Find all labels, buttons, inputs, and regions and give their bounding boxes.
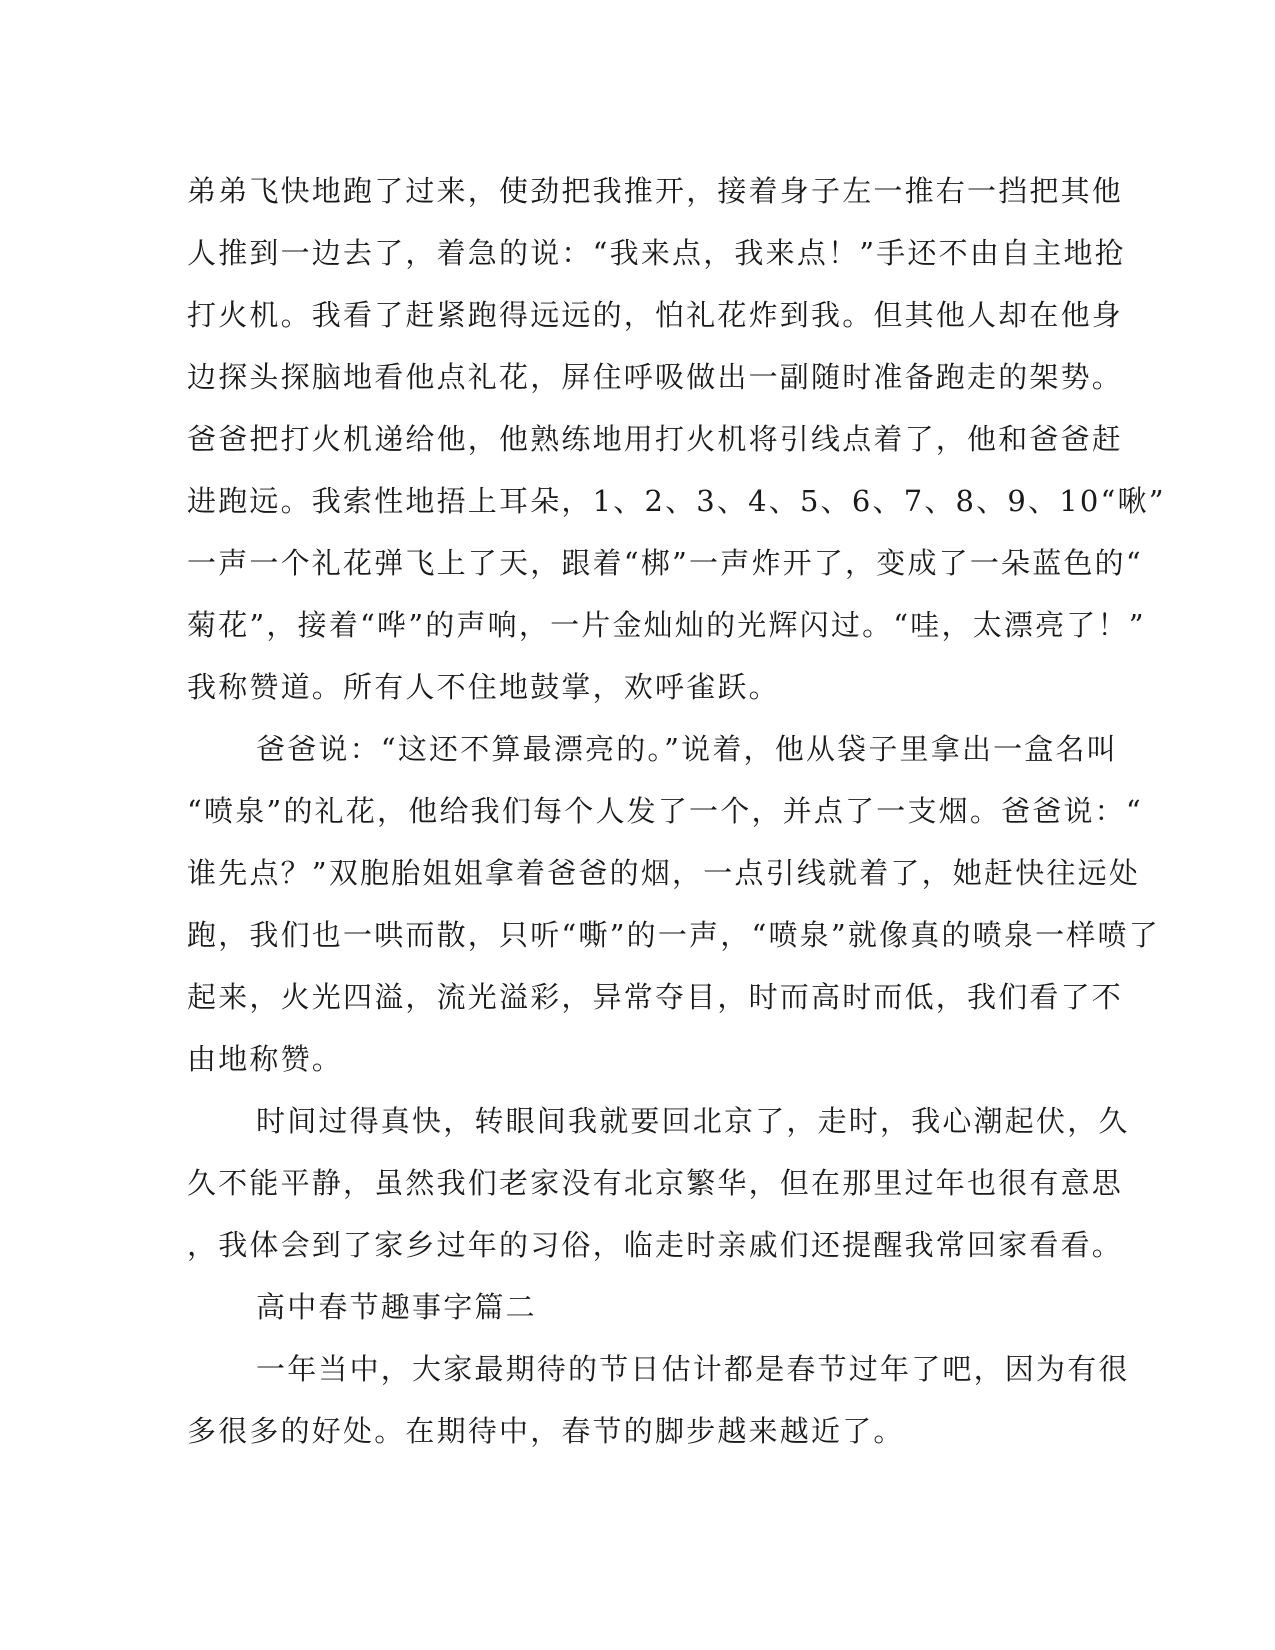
- document-body: [187, 160, 1166, 1462]
- text-line: 进跑远。我索性地捂上耳朵，1、2、3、4、5、6、7、8、9、10“啾”: [187, 484, 1166, 518]
- text-line: 起来，火光四溢，流光溢彩，异常夺目，时而高时而低，我们看了不: [187, 980, 1124, 1014]
- text-line: 一年当中，大家最期待的节日估计都是春节过年了吧，因为有很: [256, 1352, 1130, 1386]
- text-line: 菊花”，接着“哗”的声响，一片金灿灿的光辉闪过。“哇，太漂亮了！”: [187, 608, 1146, 642]
- text-line: 多很多的好处。在期待中，春节的脚步越来越近了。: [187, 1414, 905, 1448]
- text-line: 弟弟飞快地跑了过来，使劲把我推开，接着身子左一推右一挡把其他: [187, 174, 1124, 208]
- text-line: “喷泉”的礼花，他给我们每个人发了一个，并点了一支烟。爸爸说：“: [187, 794, 1143, 828]
- text-line: 由地称赞。: [187, 1042, 344, 1076]
- text-line: 我称赞道。所有人不住地鼓掌，欢呼雀跃。: [187, 670, 780, 704]
- text-line: 打火机。我看了赶紧跑得远远的，怕礼花炸到我。但其他人却在他身: [187, 298, 1124, 332]
- text-line: 一声一个礼花弹飞上了天，跟着“梆”一声炸开了，变成了一朵蓝色的“: [187, 546, 1143, 580]
- text-line: 谁先点？”双胞胎姐姐拿着爸爸的烟，一点引线就着了，她赶快往远处: [187, 856, 1141, 890]
- paragraph-fireworks: [187, 160, 1166, 718]
- section-heading: [187, 1276, 1087, 1338]
- paragraph-return-beijing: [187, 1090, 1130, 1276]
- text-line: 边探头探脑地看他点礼花，屏住呼吸做出一副随时准备跑走的架势。: [187, 360, 1124, 394]
- text-line: 久不能平静，虽然我们老家没有北京繁华，但在那里过年也很有意思: [187, 1166, 1124, 1200]
- text-line: 爸爸说：“这还不算最漂亮的。”说着，他从袋子里拿出一盒名叫: [256, 732, 1118, 766]
- text-line: 时间过得真快，转眼间我就要回北京了，走时，我心潮起伏，久: [256, 1104, 1130, 1138]
- text-line: 爸爸把打火机递给他，他熟练地用打火机将引线点着了，他和爸爸赶: [187, 422, 1124, 456]
- paragraph-spring-festival: [187, 1338, 1130, 1462]
- section-heading-text: 高中春节趣事字篇二: [256, 1290, 537, 1324]
- text-line: 人推到一边去了，着急的说：“我来点，我来点！”手还不由自主地抢: [187, 236, 1126, 270]
- text-line: 跑，我们也一哄而散，只听“嘶”的一声，“喷泉”就像真的喷泉一样喷了: [187, 918, 1160, 952]
- text-line: ，我体会到了家乡过年的习俗，临走时亲戚们还提醒我常回家看看。: [187, 1228, 1124, 1262]
- paragraph-fountain: [187, 718, 1160, 1090]
